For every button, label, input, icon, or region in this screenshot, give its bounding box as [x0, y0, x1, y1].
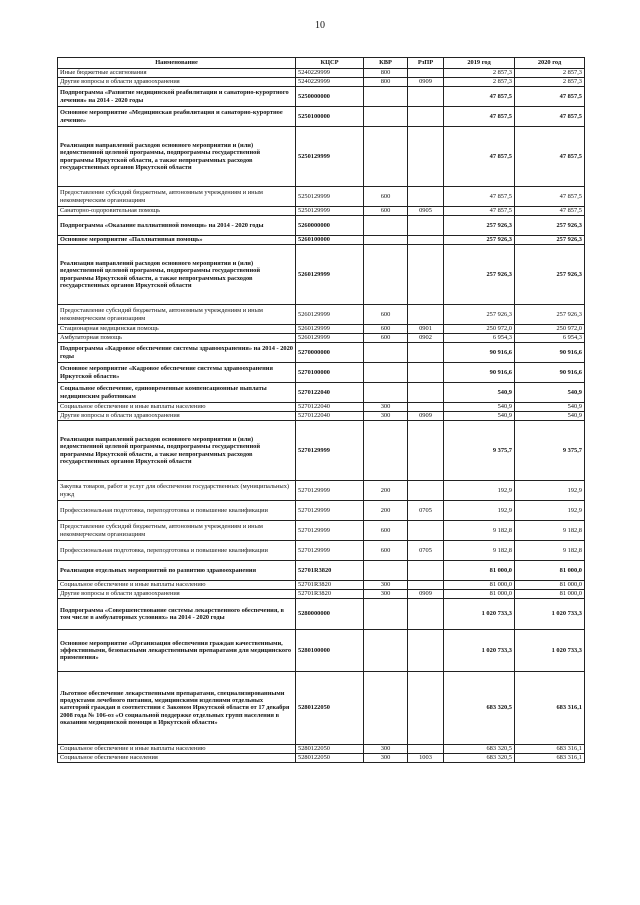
table-cell-2020: 540,9: [515, 412, 585, 421]
table-cell-kvr: [364, 363, 408, 383]
table-cell-2020: 257 926,3: [515, 216, 585, 236]
table-cell-name: Иные бюджетные ассигнования: [58, 69, 296, 78]
column-header-rzpr: РзПР: [408, 58, 444, 69]
table-row: [58, 187, 585, 207]
table-cell-name: Амбулаторная помощь: [58, 334, 296, 343]
table-row: [58, 107, 585, 127]
table-cell-rzpr: 0902: [408, 334, 444, 343]
table-cell-2019: 192,9: [444, 501, 515, 521]
table-cell-2020: 683 316,1: [515, 672, 585, 745]
table-cell-rzpr: [408, 305, 444, 325]
table-cell-rzpr: [408, 403, 444, 412]
table-row: [58, 541, 585, 561]
table-cell-rzpr: [408, 187, 444, 207]
table-cell-kcsr: 5270129999: [296, 541, 364, 561]
table-cell-rzpr: [408, 107, 444, 127]
table-row: [58, 334, 585, 343]
table-row: [58, 245, 585, 305]
table-cell-2020: 683 316,1: [515, 754, 585, 763]
table-cell-kvr: 600: [364, 305, 408, 325]
table-cell-2019: 81 000,0: [444, 581, 515, 590]
table-cell-name: Социальное обеспечение населения: [58, 754, 296, 763]
table-cell-kvr: [364, 672, 408, 745]
table-cell-name: Подпрограмма «Оказание паллиативной помощи» на 2014 - 2020 годы: [58, 216, 296, 236]
table-cell-2019: 250 972,0: [444, 325, 515, 334]
table-cell-kcsr: 5260129999: [296, 305, 364, 325]
table-cell-2019: 9 182,8: [444, 521, 515, 541]
table-cell-name: Социальное обеспечение и иные выплаты населению: [58, 403, 296, 412]
table-cell-2019: 540,9: [444, 403, 515, 412]
table-cell-2019: 257 926,3: [444, 216, 515, 236]
table-cell-name: Подпрограмма «Развитие медицинской реабилитации и санаторно-курортного лечения» на 2014 - 2020 годы: [58, 87, 296, 107]
table-cell-kvr: 200: [364, 481, 408, 501]
table-cell-2020: 90 916,6: [515, 343, 585, 363]
column-header-kcsr: КЦСР: [296, 58, 364, 69]
table-cell-2020: 9 182,8: [515, 521, 585, 541]
table-cell-rzpr: 0909: [408, 78, 444, 87]
table-cell-2020: 257 926,3: [515, 305, 585, 325]
table-cell-name: Социальное обеспечение, единовременные компенсационные выплаты медицинским работникам: [58, 383, 296, 403]
table-cell-2019: 257 926,3: [444, 305, 515, 325]
table-cell-kcsr: 52701R3820: [296, 590, 364, 599]
table-cell-kvr: [364, 107, 408, 127]
table-row: [58, 630, 585, 672]
table-cell-kvr: 300: [364, 590, 408, 599]
table-cell-rzpr: 0901: [408, 325, 444, 334]
table-row: [58, 581, 585, 590]
table-cell-rzpr: [408, 343, 444, 363]
table-row: [58, 207, 585, 216]
table-cell-name: Стационарная медицинская помощь: [58, 325, 296, 334]
table-cell-kvr: [364, 383, 408, 403]
table-cell-kcsr: 5250129999: [296, 207, 364, 216]
table-cell-kcsr: 5270122040: [296, 383, 364, 403]
column-header-2020: 2020 год: [515, 58, 585, 69]
table-cell-2020: 192,9: [515, 501, 585, 521]
table-cell-kvr: [364, 561, 408, 581]
table-row: [58, 403, 585, 412]
table-row: [58, 363, 585, 383]
table-cell-kvr: 200: [364, 501, 408, 521]
table-cell-kcsr: 5280000000: [296, 599, 364, 630]
table-cell-name: Другие вопросы в области здравоохранения: [58, 590, 296, 599]
table-cell-kvr: 800: [364, 78, 408, 87]
table-cell-2020: 9 375,7: [515, 421, 585, 481]
page-number: 10: [315, 20, 325, 31]
table-cell-2020: 257 926,3: [515, 236, 585, 245]
table-cell-name: Санаторно-оздоровительная помощь: [58, 207, 296, 216]
table-cell-2019: 540,9: [444, 412, 515, 421]
table-cell-name: Льготное обеспечение лекарственными препаратами, специализированными продуктами лечебного питания, медицинскими изделиями отдельных категорий граждан в соответствии с Законом Иркутской области от 17 декабря 2008 года № 106-оз «О социальной поддержке отдельных групп населения в оказании медицинской помощи в Иркутской области»: [58, 672, 296, 745]
table-row: [58, 305, 585, 325]
table-cell-2020: 2 857,3: [515, 69, 585, 78]
table-cell-2019: 81 000,0: [444, 561, 515, 581]
table-cell-kvr: 300: [364, 581, 408, 590]
table-cell-kvr: [364, 630, 408, 672]
table-cell-kcsr: 52701R3820: [296, 581, 364, 590]
table-cell-2020: 81 000,0: [515, 590, 585, 599]
table-cell-kcsr: 5270122040: [296, 403, 364, 412]
table-cell-2019: 9 182,8: [444, 541, 515, 561]
table-cell-kcsr: 5270129999: [296, 421, 364, 481]
table-cell-name: Основное мероприятие «Организация обеспечения граждан качественными, эффективными, безопасными лекарственными препаратами для медицинского применения»: [58, 630, 296, 672]
table-cell-2019: 2 857,3: [444, 78, 515, 87]
table-cell-rzpr: [408, 521, 444, 541]
table-cell-kvr: [364, 216, 408, 236]
table-cell-2020: 540,9: [515, 403, 585, 412]
table-cell-kvr: 300: [364, 412, 408, 421]
table-cell-kcsr: 5270122040: [296, 412, 364, 421]
table-cell-kcsr: 5280122050: [296, 672, 364, 745]
table-cell-kcsr: 5270129999: [296, 481, 364, 501]
table-row: [58, 127, 585, 187]
table-cell-2019: 1 020 733,3: [444, 630, 515, 672]
column-header-kvr: КВР: [364, 58, 408, 69]
table-cell-kvr: [364, 599, 408, 630]
table-cell-rzpr: [408, 216, 444, 236]
table-cell-2019: 6 954,3: [444, 334, 515, 343]
table-cell-kcsr: 5270129999: [296, 521, 364, 541]
table-cell-2020: 47 857,5: [515, 107, 585, 127]
table-cell-kvr: [364, 87, 408, 107]
table-cell-2019: 47 857,5: [444, 107, 515, 127]
table-cell-name: Профессиональная подготовка, переподготовка и повышение квалификации: [58, 541, 296, 561]
table-cell-kcsr: 5270129999: [296, 501, 364, 521]
table-cell-2019: 9 375,7: [444, 421, 515, 481]
table-cell-2019: 1 020 733,3: [444, 599, 515, 630]
table-cell-2020: 1 020 733,3: [515, 630, 585, 672]
table-cell-rzpr: [408, 421, 444, 481]
table-row: [58, 236, 585, 245]
table-cell-rzpr: [408, 69, 444, 78]
table-cell-2020: 257 926,3: [515, 245, 585, 305]
table-row: [58, 521, 585, 541]
table-cell-rzpr: [408, 87, 444, 107]
table-cell-name: Социальное обеспечение и иные выплаты населению: [58, 745, 296, 754]
table-cell-name: Другие вопросы в области здравоохранения: [58, 78, 296, 87]
table-cell-kcsr: 5270100000: [296, 363, 364, 383]
table-cell-name: Реализация направлений расходов основного мероприятия и (или) ведомственной целевой программы, подпрограммы государственной программы Иркутской области, а также непрограммных расходов государственных органов Иркутской области: [58, 421, 296, 481]
table-cell-rzpr: 1003: [408, 754, 444, 763]
table-cell-name: Предоставление субсидий бюджетным, автономным учреждениям и иным некоммерческим организациям: [58, 187, 296, 207]
table-cell-name: Основное мероприятие «Медицинская реабилитация и санаторно-курортное лечение»: [58, 107, 296, 127]
table-cell-2020: 81 000,0: [515, 581, 585, 590]
table-cell-name: Подпрограмма «Кадровое обеспечение системы здравоохранения» на 2014 - 2020 годы: [58, 343, 296, 363]
table-row: [58, 87, 585, 107]
table-cell-rzpr: 0909: [408, 590, 444, 599]
table-row: [58, 590, 585, 599]
table-cell-2019: 47 857,5: [444, 187, 515, 207]
table-cell-2020: 2 857,3: [515, 78, 585, 87]
table-cell-kcsr: 5260000000: [296, 216, 364, 236]
table-cell-kcsr: 5260129999: [296, 334, 364, 343]
table-cell-kcsr: 5260129999: [296, 325, 364, 334]
table-cell-kcsr: 5260100000: [296, 236, 364, 245]
table-cell-name: Закупка товаров, работ и услуг для обеспечения государственных (муниципальных) нужд: [58, 481, 296, 501]
table-cell-name: Предоставление субсидий бюджетным, автономным учреждениям и иным некоммерческим организациям: [58, 305, 296, 325]
table-cell-2020: 47 857,5: [515, 127, 585, 187]
table-cell-kcsr: 5240229999: [296, 69, 364, 78]
table-cell-name: Предоставление субсидий бюджетным, автономным учреждениям и иным некоммерческим организациям: [58, 521, 296, 541]
table-cell-rzpr: [408, 672, 444, 745]
table-cell-kcsr: 5250129999: [296, 187, 364, 207]
table-cell-kcsr: 5250100000: [296, 107, 364, 127]
table-cell-kvr: 600: [364, 334, 408, 343]
table-cell-kvr: 600: [364, 187, 408, 207]
table-cell-name: Реализация направлений расходов основного мероприятия и (или) ведомственной целевой программы, подпрограммы государственной программы Иркутской области, а также непрограммных расходов государственных органов Иркутской области: [58, 245, 296, 305]
table-cell-rzpr: 0705: [408, 501, 444, 521]
table-cell-rzpr: [408, 481, 444, 501]
table-row: [58, 754, 585, 763]
budget-table: [57, 57, 585, 763]
table-cell-name: Основное мероприятие «Паллиативная помощь»: [58, 236, 296, 245]
table-row: [58, 561, 585, 581]
table-cell-rzpr: [408, 127, 444, 187]
table-cell-kvr: 600: [364, 207, 408, 216]
table-cell-2020: 47 857,5: [515, 187, 585, 207]
table-cell-rzpr: [408, 581, 444, 590]
table-cell-kvr: 600: [364, 541, 408, 561]
table-row: [58, 78, 585, 87]
table-cell-name: Профессиональная подготовка, переподготовка и повышение квалификации: [58, 501, 296, 521]
table-cell-kcsr: 5240229999: [296, 78, 364, 87]
table-cell-2019: 90 916,6: [444, 343, 515, 363]
table-cell-rzpr: [408, 630, 444, 672]
table-cell-kvr: 300: [364, 403, 408, 412]
table-cell-rzpr: 0905: [408, 207, 444, 216]
table-cell-name: Основное мероприятие «Кадровое обеспечение системы здравоохранения Иркутской области»: [58, 363, 296, 383]
table-cell-kvr: 600: [364, 325, 408, 334]
table-cell-name: Социальное обеспечение и иные выплаты населению: [58, 581, 296, 590]
table-row: [58, 343, 585, 363]
table-cell-2019: 47 857,5: [444, 87, 515, 107]
table-cell-name: Реализация отдельных мероприятий по развитию здравоохранения: [58, 561, 296, 581]
table-cell-2020: 1 020 733,3: [515, 599, 585, 630]
table-cell-rzpr: [408, 561, 444, 581]
table-cell-2019: 683 320,5: [444, 754, 515, 763]
table-cell-kcsr: 5270000000: [296, 343, 364, 363]
table-cell-2019: 90 916,6: [444, 363, 515, 383]
table-cell-kvr: [364, 245, 408, 305]
table-cell-kcsr: 5260129999: [296, 245, 364, 305]
table-cell-2020: 540,9: [515, 383, 585, 403]
table-row: [58, 383, 585, 403]
table-cell-2019: 683 320,5: [444, 672, 515, 745]
table-cell-kcsr: 5250129999: [296, 127, 364, 187]
table-cell-2020: 683 316,1: [515, 745, 585, 754]
table-header-row: [58, 58, 585, 69]
table-cell-2019: 47 857,5: [444, 207, 515, 216]
table-cell-kvr: [364, 343, 408, 363]
table-row: [58, 672, 585, 745]
table-cell-kcsr: 5280122050: [296, 754, 364, 763]
table-cell-rzpr: 0705: [408, 541, 444, 561]
table-cell-2019: 683 320,5: [444, 745, 515, 754]
table-cell-rzpr: [408, 599, 444, 630]
table-cell-2020: 9 182,8: [515, 541, 585, 561]
table-cell-2020: 192,9: [515, 481, 585, 501]
table-cell-kvr: [364, 236, 408, 245]
table-cell-kcsr: 5280122050: [296, 745, 364, 754]
table-cell-kcsr: 5250000000: [296, 87, 364, 107]
column-header-name: Наименование: [58, 58, 296, 69]
column-header-2019: 2019 год: [444, 58, 515, 69]
table-cell-2019: 257 926,3: [444, 236, 515, 245]
table-cell-kvr: [364, 421, 408, 481]
table-cell-2020: 81 000,0: [515, 561, 585, 581]
table-cell-rzpr: [408, 383, 444, 403]
table-cell-2019: 540,9: [444, 383, 515, 403]
table-cell-kvr: 300: [364, 754, 408, 763]
table-cell-2020: 47 857,5: [515, 87, 585, 107]
table-cell-2020: 90 916,6: [515, 363, 585, 383]
table-cell-2020: 6 954,3: [515, 334, 585, 343]
table-row: [58, 216, 585, 236]
table-cell-name: Другие вопросы в области здравоохранения: [58, 412, 296, 421]
table-cell-kcsr: 5280100000: [296, 630, 364, 672]
table-row: [58, 421, 585, 481]
table-row: [58, 481, 585, 501]
table-cell-name: Подпрограмма «Совершенствование системы лекарственного обеспечения, в том числе в амбулаторных условиях» на 2014 - 2020 годы: [58, 599, 296, 630]
table-row: [58, 69, 585, 78]
table-cell-2020: 47 857,5: [515, 207, 585, 216]
table-cell-rzpr: 0909: [408, 412, 444, 421]
table-cell-name: Реализация направлений расходов основного мероприятия и (или) ведомственной целевой программы, подпрограммы государственной программы Иркутской области, а также непрограммных расходов государственных органов Иркутской области: [58, 127, 296, 187]
table-cell-rzpr: [408, 245, 444, 305]
table-cell-kvr: 800: [364, 69, 408, 78]
table-cell-rzpr: [408, 363, 444, 383]
table-cell-rzpr: [408, 236, 444, 245]
table-row: [58, 412, 585, 421]
table-cell-kcsr: 52701R3820: [296, 561, 364, 581]
table-cell-2019: 81 000,0: [444, 590, 515, 599]
table-cell-kvr: 600: [364, 521, 408, 541]
table-cell-kvr: [364, 127, 408, 187]
table-row: [58, 501, 585, 521]
table-cell-2020: 250 972,0: [515, 325, 585, 334]
table-row: [58, 599, 585, 630]
table-cell-2019: 2 857,3: [444, 69, 515, 78]
table-row: [58, 745, 585, 754]
table-cell-2019: 257 926,3: [444, 245, 515, 305]
table-cell-2019: 192,9: [444, 481, 515, 501]
table-cell-kvr: 300: [364, 745, 408, 754]
table-row: [58, 325, 585, 334]
table-cell-2019: 47 857,5: [444, 127, 515, 187]
table-cell-rzpr: [408, 745, 444, 754]
